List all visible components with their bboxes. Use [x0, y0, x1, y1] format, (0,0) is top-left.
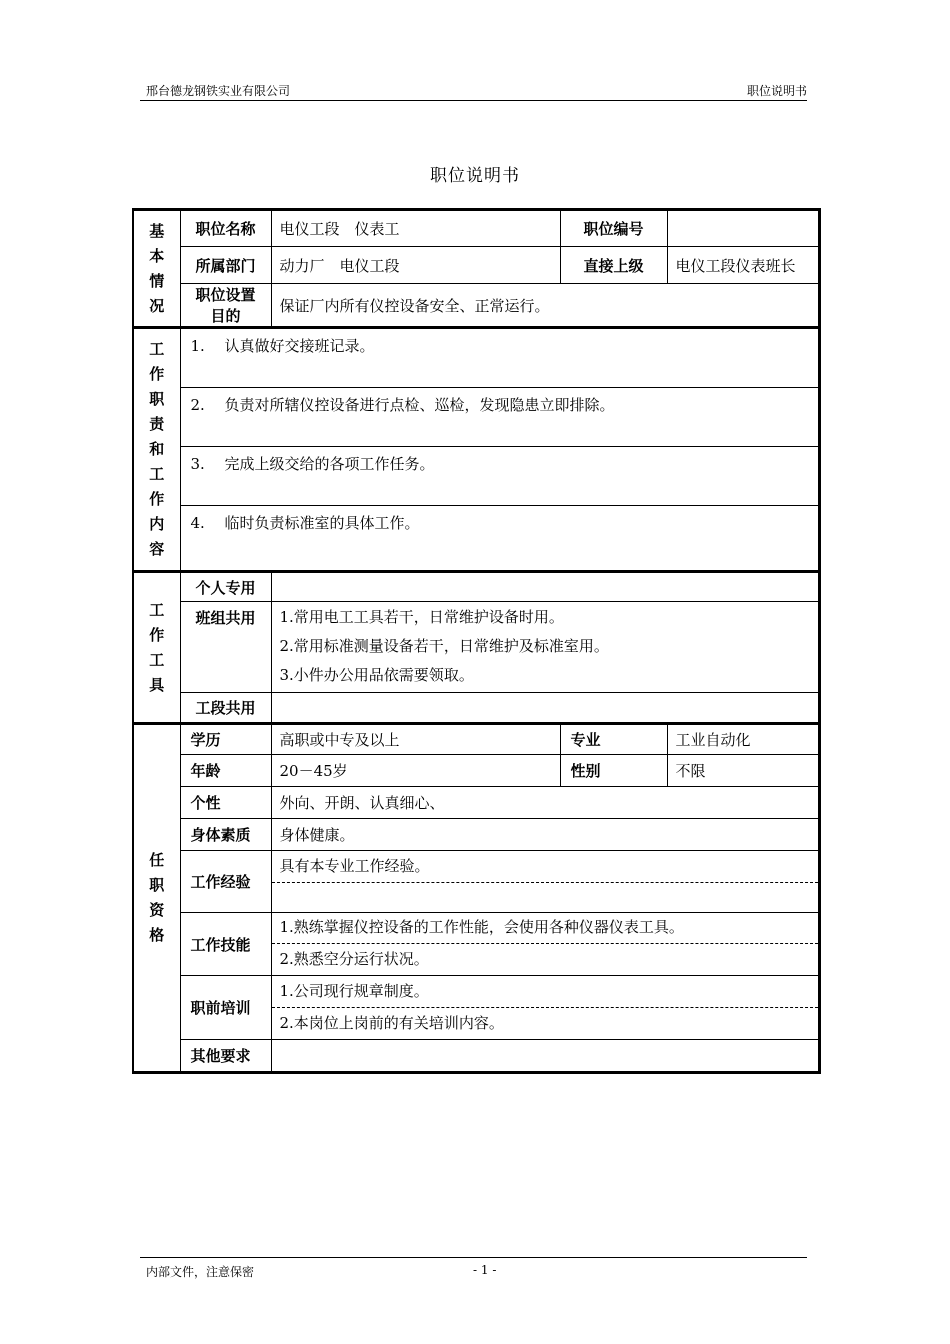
- row-purpose: [133, 284, 819, 328]
- row-tools-team: [133, 602, 819, 693]
- job-code-value: [667, 210, 819, 247]
- page-title: 职位说明书: [430, 166, 520, 186]
- job-name-label: 职位名称: [180, 210, 271, 247]
- gender-value: 不限: [667, 755, 819, 787]
- duty-number: 4.: [190, 514, 205, 532]
- purpose-value: 保证厂内所有仪控设备安全、正常运行。: [271, 284, 819, 328]
- duty-item: [180, 388, 819, 447]
- major-value: 工业自动化: [667, 724, 819, 755]
- header-doc-type: 职位说明书: [746, 84, 807, 98]
- duty-item: [180, 447, 819, 506]
- page-number: - 1 -: [473, 1263, 497, 1277]
- duty-text: 认真做好交接班记录。: [224, 337, 375, 355]
- section-qualifications: 任 职 资 格: [133, 724, 180, 1073]
- duty-number: 3.: [190, 455, 205, 473]
- row-tools-personal: [133, 572, 819, 602]
- duty-item: [180, 328, 819, 388]
- training-item: 2.本岗位上岗前的有关培训内容。: [279, 1014, 504, 1032]
- row-experience: [133, 851, 819, 913]
- confidential-note: 内部文件，注意保密: [146, 1265, 255, 1279]
- row-job-name: [133, 210, 819, 247]
- personality-label: 个性: [180, 787, 271, 819]
- age-label: 年龄: [180, 755, 271, 787]
- row-age: [133, 755, 819, 787]
- other-label: 其他要求: [180, 1040, 271, 1073]
- tools-team-item: 2.常用标准测量设备若干，日常维护及标准室用。: [279, 637, 609, 655]
- duty-row: [133, 328, 819, 388]
- tools-team-item: 1.常用电工工具若干，日常维护设备时用。: [279, 608, 564, 626]
- dept-value: 动力厂 电仪工段: [271, 247, 560, 284]
- training-item: 1.公司现行规章制度。: [272, 976, 818, 1008]
- row-training: [133, 976, 819, 1040]
- row-health: [133, 819, 819, 851]
- gender-label: 性别: [560, 755, 667, 787]
- skills-cell: [271, 913, 819, 976]
- major-label: 专业: [560, 724, 667, 755]
- experience-value: 具有本专业工作经验。: [272, 851, 818, 883]
- row-dept: [133, 247, 819, 284]
- section-duties: 工 作 职 责 和 工 作 内 容: [133, 328, 180, 572]
- row-skills: [133, 913, 819, 976]
- skills-item: 2.熟悉空分运行状况。: [279, 950, 429, 968]
- section-tools: 工 作 工 具: [133, 572, 180, 724]
- health-value: 身体健康。: [271, 819, 819, 851]
- duty-number: 2.: [190, 396, 205, 414]
- job-code-label: 职位编号: [560, 210, 667, 247]
- row-education: [133, 724, 819, 755]
- duty-item: [180, 506, 819, 572]
- tools-section-value: [271, 693, 819, 724]
- row-personality: [133, 787, 819, 819]
- health-label: 身体素质: [180, 819, 271, 851]
- duty-number: 1.: [190, 337, 205, 355]
- row-tools-section: [133, 693, 819, 724]
- tools-personal-value: [271, 572, 819, 602]
- tools-team-label: 班组共用: [180, 602, 271, 693]
- page-header: [140, 80, 807, 101]
- experience-label: 工作经验: [180, 851, 271, 913]
- training-label: 职前培训: [180, 976, 271, 1040]
- training-cell: [271, 976, 819, 1040]
- job-name-value: 电仪工段 仪表工: [271, 210, 560, 247]
- education-label: 学历: [180, 724, 271, 755]
- duty-row: [133, 388, 819, 447]
- duty-text: 完成上级交给的各项工作任务。: [224, 455, 435, 473]
- duty-row: [133, 447, 819, 506]
- dept-label: 所属部门: [180, 247, 271, 284]
- purpose-label: 职位设置目的: [180, 284, 271, 328]
- age-value: 20－45岁: [271, 755, 560, 787]
- duty-text: 临时负责标准室的具体工作。: [224, 514, 420, 532]
- skills-item: 1.熟练掌握仪控设备的工作性能，会使用各种仪器仪表工具。: [272, 913, 818, 944]
- personality-value: 外向、开朗、认真细心、: [271, 787, 819, 819]
- duty-row: [133, 506, 819, 572]
- company-name: 邢台德龙钢铁实业有限公司: [146, 84, 291, 98]
- page-footer: [140, 1257, 807, 1279]
- superior-value: 电仪工段仪表班长: [667, 247, 819, 284]
- tools-team-list: [271, 602, 819, 693]
- tools-section-label: 工段共用: [180, 693, 271, 724]
- experience-cell: [271, 851, 819, 913]
- section-basic-info: 基 本 情 况: [133, 210, 180, 328]
- skills-label: 工作技能: [180, 913, 271, 976]
- education-value: 高职或中专及以上: [271, 724, 560, 755]
- tools-personal-label: 个人专用: [180, 572, 271, 602]
- duty-text: 负责对所辖仪控设备进行点检、巡检，发现隐患立即排除。: [224, 396, 615, 414]
- superior-label: 直接上级: [560, 247, 667, 284]
- row-other: [133, 1040, 819, 1073]
- other-value: [271, 1040, 819, 1073]
- job-description-table: [132, 208, 821, 1074]
- tools-team-item: 3.小件办公用品依需要领取。: [279, 666, 474, 684]
